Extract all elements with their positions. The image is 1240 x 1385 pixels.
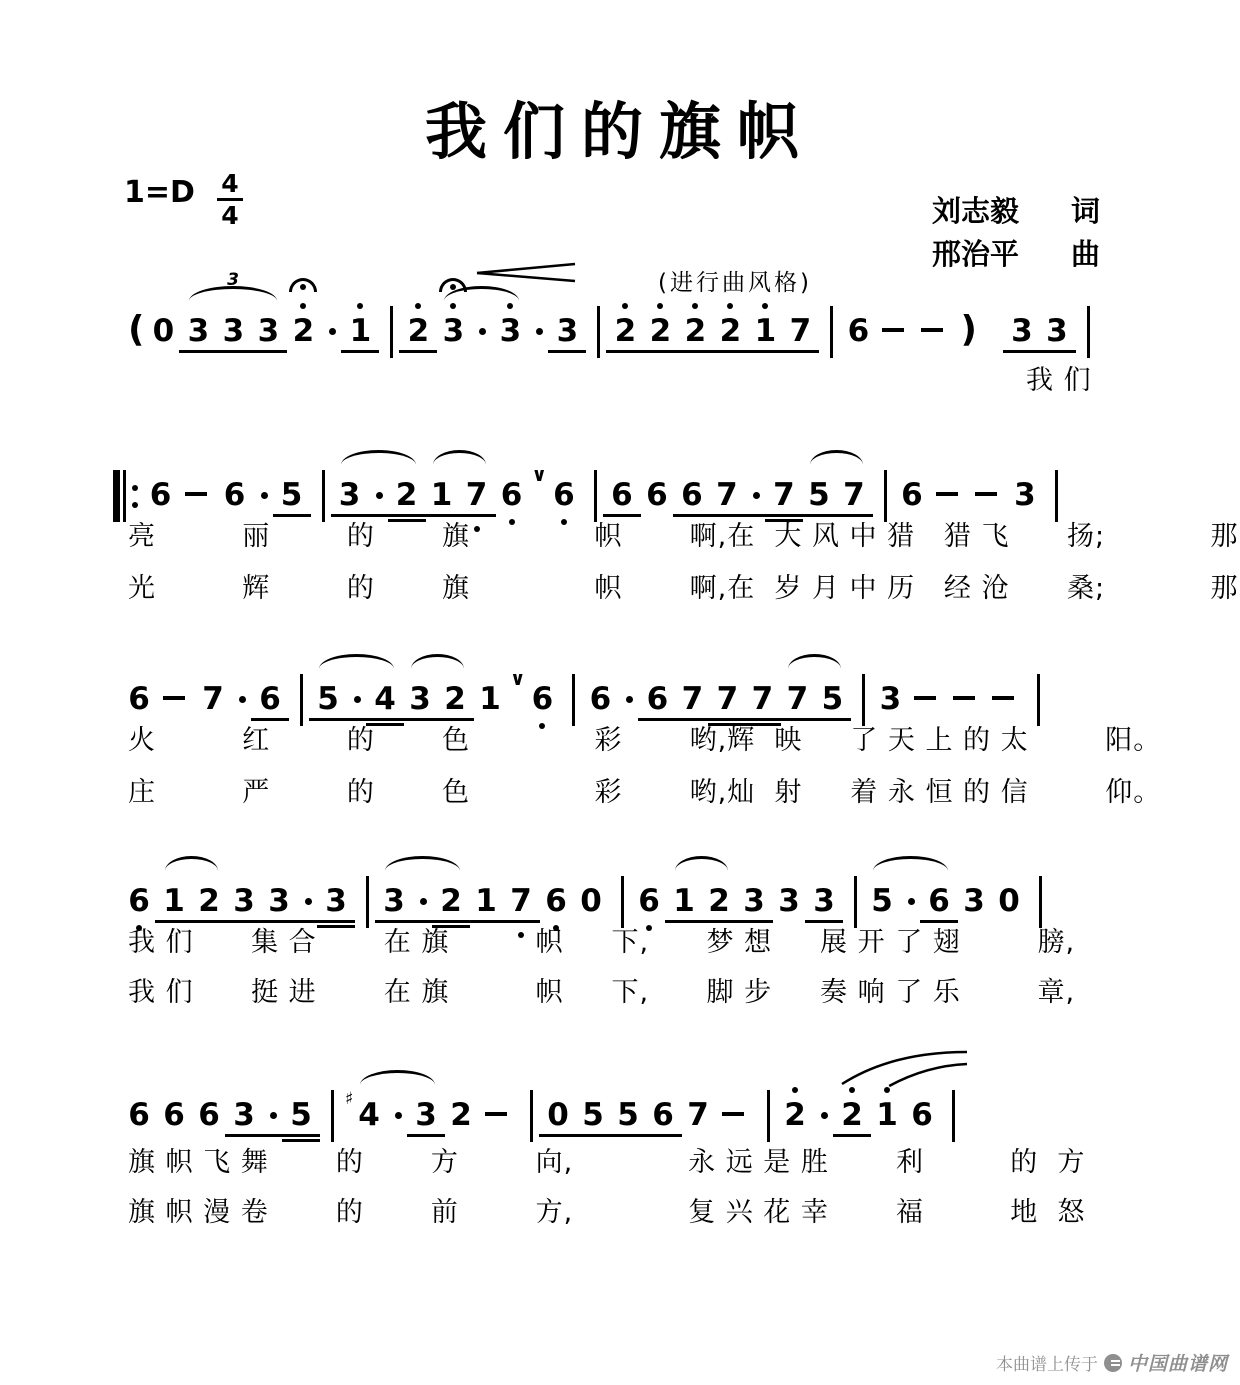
note-digit: 3 — [339, 478, 361, 512]
note-digit: 3 — [1014, 477, 1036, 513]
note-digit: 7 — [202, 681, 224, 717]
time-numerator: 4 — [221, 169, 239, 198]
note-digit: 2 — [614, 314, 636, 348]
augmentation-dot — [418, 884, 429, 918]
barline — [1087, 306, 1090, 358]
augmentation-dot — [624, 682, 635, 716]
note-digit: 7 — [843, 478, 865, 512]
note-digit: 3 — [556, 314, 578, 348]
barline — [854, 876, 857, 928]
note-digit: 5 — [290, 1098, 312, 1132]
dash-note — [882, 328, 904, 332]
barline — [331, 1090, 334, 1142]
barline — [1055, 470, 1058, 522]
note-digit: 5 — [808, 478, 830, 512]
note-digit: 6 — [128, 884, 150, 918]
note-digit: 1 — [479, 681, 501, 717]
slur — [165, 856, 218, 871]
note-digit: 6 — [847, 313, 870, 349]
parenthesis: ( — [128, 309, 145, 350]
barline — [300, 674, 303, 726]
augmentation-dot — [374, 478, 385, 512]
tie-continuation — [836, 1050, 969, 1090]
site-logo-icon — [1104, 1354, 1122, 1372]
dash-note — [936, 492, 958, 496]
time-signature — [215, 170, 245, 229]
site-name: 中国曲谱网 — [1127, 1353, 1228, 1375]
lyrics-line-3-verse-1: 火 红 的 色 彩 哟,辉 映 了 天 上 的 太 阳。 — [128, 725, 1162, 756]
note-digit: 2 — [450, 1097, 472, 1133]
note-digit: 7 — [716, 478, 738, 512]
note-digit: 3 — [743, 884, 765, 918]
lyrics-line-4-verse-2: 我 们 挺 进 在 旗 帜 下, 脚 步 奏 响 了 乐 章, — [128, 977, 1076, 1008]
note-digit: 2 — [292, 314, 314, 348]
note-digit: 3 — [233, 884, 255, 918]
barline — [390, 306, 393, 358]
lyrics-line-1-verse-1: 我 们 — [1026, 365, 1092, 396]
watermark — [996, 1349, 1228, 1376]
breath-mark: ∨ — [531, 464, 547, 486]
note-digit: 2 — [440, 884, 462, 918]
barline — [767, 1090, 770, 1142]
dash-note — [485, 1112, 507, 1116]
note-digit: 1 — [475, 884, 497, 918]
slur — [341, 450, 416, 465]
key-label: 1=D — [124, 175, 195, 210]
dash-note — [992, 696, 1014, 700]
composer-role: 曲 — [1070, 237, 1100, 271]
note-digit: 3 — [1011, 314, 1033, 348]
note-digit: 6 — [128, 681, 150, 717]
note-digit: 3 — [187, 314, 209, 348]
barline — [1039, 876, 1042, 928]
lyrics-line-2-verse-2: 光 辉 的 旗 帜 啊,在 岁 月 中 历 经 沧 桑; 那 — [128, 573, 1239, 604]
barline — [572, 674, 575, 726]
note-digit: 6 — [589, 681, 612, 717]
note-digit: 5 — [281, 478, 303, 512]
dash-note — [163, 696, 185, 700]
note-digit: 3 — [409, 682, 431, 716]
note-digit: 7 — [716, 682, 738, 716]
note-digit: 5 — [871, 883, 893, 919]
augmentation-dot — [477, 314, 488, 348]
barline — [594, 470, 597, 522]
note-digit: 4 — [374, 682, 396, 716]
watermark-text: 本曲谱上传于 — [995, 1355, 1098, 1375]
note-digit: 7 — [786, 682, 808, 716]
slur — [411, 654, 464, 669]
notation-line-1 — [128, 270, 1104, 380]
time-denominator: 4 — [221, 201, 239, 230]
note-digit: 6 — [545, 884, 567, 918]
note-digit: 3 — [383, 884, 405, 918]
note-digit: 6 — [646, 682, 668, 716]
key-signature — [124, 169, 245, 230]
slur — [873, 856, 948, 871]
barline — [621, 876, 624, 928]
note-digit: 2 — [708, 884, 730, 918]
slur — [788, 654, 841, 669]
barline — [884, 470, 887, 522]
note-digit: 6 — [928, 884, 950, 918]
note-digit: 3 — [325, 884, 347, 918]
slur — [810, 450, 863, 465]
note-digit: 5 — [582, 1098, 604, 1132]
barline — [366, 876, 369, 928]
note-digit: 2 — [784, 1098, 806, 1132]
lyrics-line-4-verse-1: 我 们 集 合 在 旗 帜 下, 梦 想 展 开 了 翅 膀, — [128, 927, 1076, 958]
note-digit: 6 — [149, 477, 172, 513]
composer-name: 邢治平 — [932, 237, 1020, 271]
note-digit: 3 — [257, 314, 279, 348]
barline — [530, 1090, 533, 1142]
note-digit: 2 — [841, 1098, 863, 1132]
augmentation-dot — [352, 682, 363, 716]
note-digit: 7 — [466, 478, 488, 512]
note-digit: 6 — [531, 682, 553, 716]
note-digit: 0 — [547, 1098, 569, 1132]
note-digit: 1 — [163, 884, 185, 918]
barline — [322, 470, 325, 522]
note-digit: 6 — [611, 478, 633, 512]
augmentation-dot — [819, 1098, 830, 1132]
note-digit: 6 — [163, 1097, 185, 1133]
note-digit: 3 — [1046, 314, 1068, 348]
note-digit: 3 — [963, 883, 985, 919]
barline — [862, 674, 865, 726]
fermata-mark — [289, 278, 317, 292]
dash-note — [975, 492, 997, 496]
lyricist-name: 刘志毅 — [932, 194, 1020, 228]
dash-note — [185, 492, 207, 496]
note-digit: 3 — [778, 883, 800, 919]
slur — [319, 654, 394, 669]
note-digit: 6 — [198, 1097, 220, 1133]
augmentation-dot — [237, 682, 248, 716]
note-digit: 2 — [198, 884, 220, 918]
slur — [385, 856, 460, 871]
note-digit: 2 — [396, 478, 418, 512]
note-digit: 7 — [510, 884, 532, 918]
dash-note — [722, 1112, 744, 1116]
note-digit: 7 — [789, 314, 811, 348]
augmentation-dot — [751, 478, 762, 512]
note-digit: 3 — [813, 884, 835, 918]
barline — [952, 1090, 955, 1142]
barline — [830, 306, 833, 358]
note-digit: 2 — [719, 314, 741, 348]
parenthesis: ) — [960, 309, 977, 350]
slur — [675, 856, 728, 871]
note-digit: 5 — [317, 682, 339, 716]
note-digit: 3 — [268, 884, 290, 918]
note-digit: 6 — [128, 1097, 150, 1133]
note-digit: 3 — [222, 314, 244, 348]
augmentation-dot — [327, 314, 338, 348]
note-digit: 3 — [879, 681, 902, 717]
lyrics-line-3-verse-2: 庄 严 的 色 彩 哟,灿 射 着 永 恒 的 信 仰。 — [128, 777, 1162, 808]
note-digit: 6 — [259, 682, 281, 716]
style-annotation: (进行曲风格) — [658, 270, 812, 296]
lyrics-line-5-verse-2: 旗 帜 漫 卷 的 前 方, 复 兴 花 幸 福 地 怒 — [128, 1197, 1086, 1228]
note-digit: 7 — [681, 682, 703, 716]
note-digit: 6 — [501, 478, 523, 512]
note-digit: 2 — [407, 314, 429, 348]
note-digit: 7 — [773, 478, 795, 512]
dash-note — [914, 696, 936, 700]
lyricist-role: 词 — [1070, 194, 1100, 228]
note-digit: 6 — [646, 477, 668, 513]
lyrics-line-5-verse-1: 旗 帜 飞 舞 的 方 向, 永 远 是 胜 利 的 方 — [128, 1147, 1086, 1178]
note-digit: 3 — [233, 1098, 255, 1132]
note-digit: 1 — [876, 1098, 898, 1132]
augmentation-dot — [534, 314, 545, 348]
augmentation-dot — [303, 884, 314, 918]
note-digit: 6 — [553, 478, 575, 512]
note-digit: 6 — [223, 477, 246, 513]
note-digit: 0 — [998, 883, 1020, 919]
note-digit: 5 — [821, 682, 843, 716]
song-title: 我们的旗帜 — [424, 95, 815, 168]
note-digit: 7 — [687, 1097, 709, 1133]
crescendo-hairpin — [477, 262, 575, 284]
breath-mark: ∨ — [510, 668, 526, 690]
note-digit: 6 — [901, 477, 923, 513]
note-digit: 1 — [754, 314, 776, 348]
note-digit: 2 — [684, 314, 706, 348]
note-digit: 6 — [652, 1098, 674, 1132]
augmentation-dot — [268, 1098, 279, 1132]
credits — [932, 190, 1100, 276]
note-digit: 6 — [638, 884, 660, 918]
note-digit: 0 — [580, 883, 602, 919]
repeat-sign — [113, 470, 138, 522]
dash-note — [953, 696, 975, 700]
augmentation-dot — [393, 1098, 404, 1132]
barline — [597, 306, 600, 358]
lyrics-line-2-verse-1: 亮 丽 的 旗 帜 啊,在 大 风 中 猎 猎 飞 扬; 那 — [128, 521, 1239, 552]
note-digit: 6 — [681, 478, 703, 512]
note-digit: 7 — [751, 682, 773, 716]
note-digit: 6 — [911, 1097, 933, 1133]
barline — [1037, 674, 1040, 726]
slur — [360, 1070, 435, 1085]
note-digit: 0 — [152, 313, 175, 349]
dash-note — [921, 328, 943, 332]
augmentation-dot — [259, 478, 270, 512]
slur — [433, 450, 486, 465]
triplet-bracket: 3 — [189, 286, 277, 301]
note-digit: 1 — [431, 478, 453, 512]
note-digit: 3 — [442, 314, 464, 348]
note-digit: 3 — [499, 314, 521, 348]
note-digit: 2 — [649, 314, 671, 348]
note-digit: 1 — [349, 314, 371, 348]
note-digit: 1 — [673, 884, 695, 918]
note-digit: 3 — [415, 1098, 437, 1132]
note-digit: 5 — [617, 1098, 639, 1132]
lyricist-credit — [932, 190, 1100, 233]
augmentation-dot — [906, 884, 917, 918]
note-digit: ♯ 4 — [345, 1089, 380, 1133]
note-digit: 2 — [444, 682, 466, 716]
